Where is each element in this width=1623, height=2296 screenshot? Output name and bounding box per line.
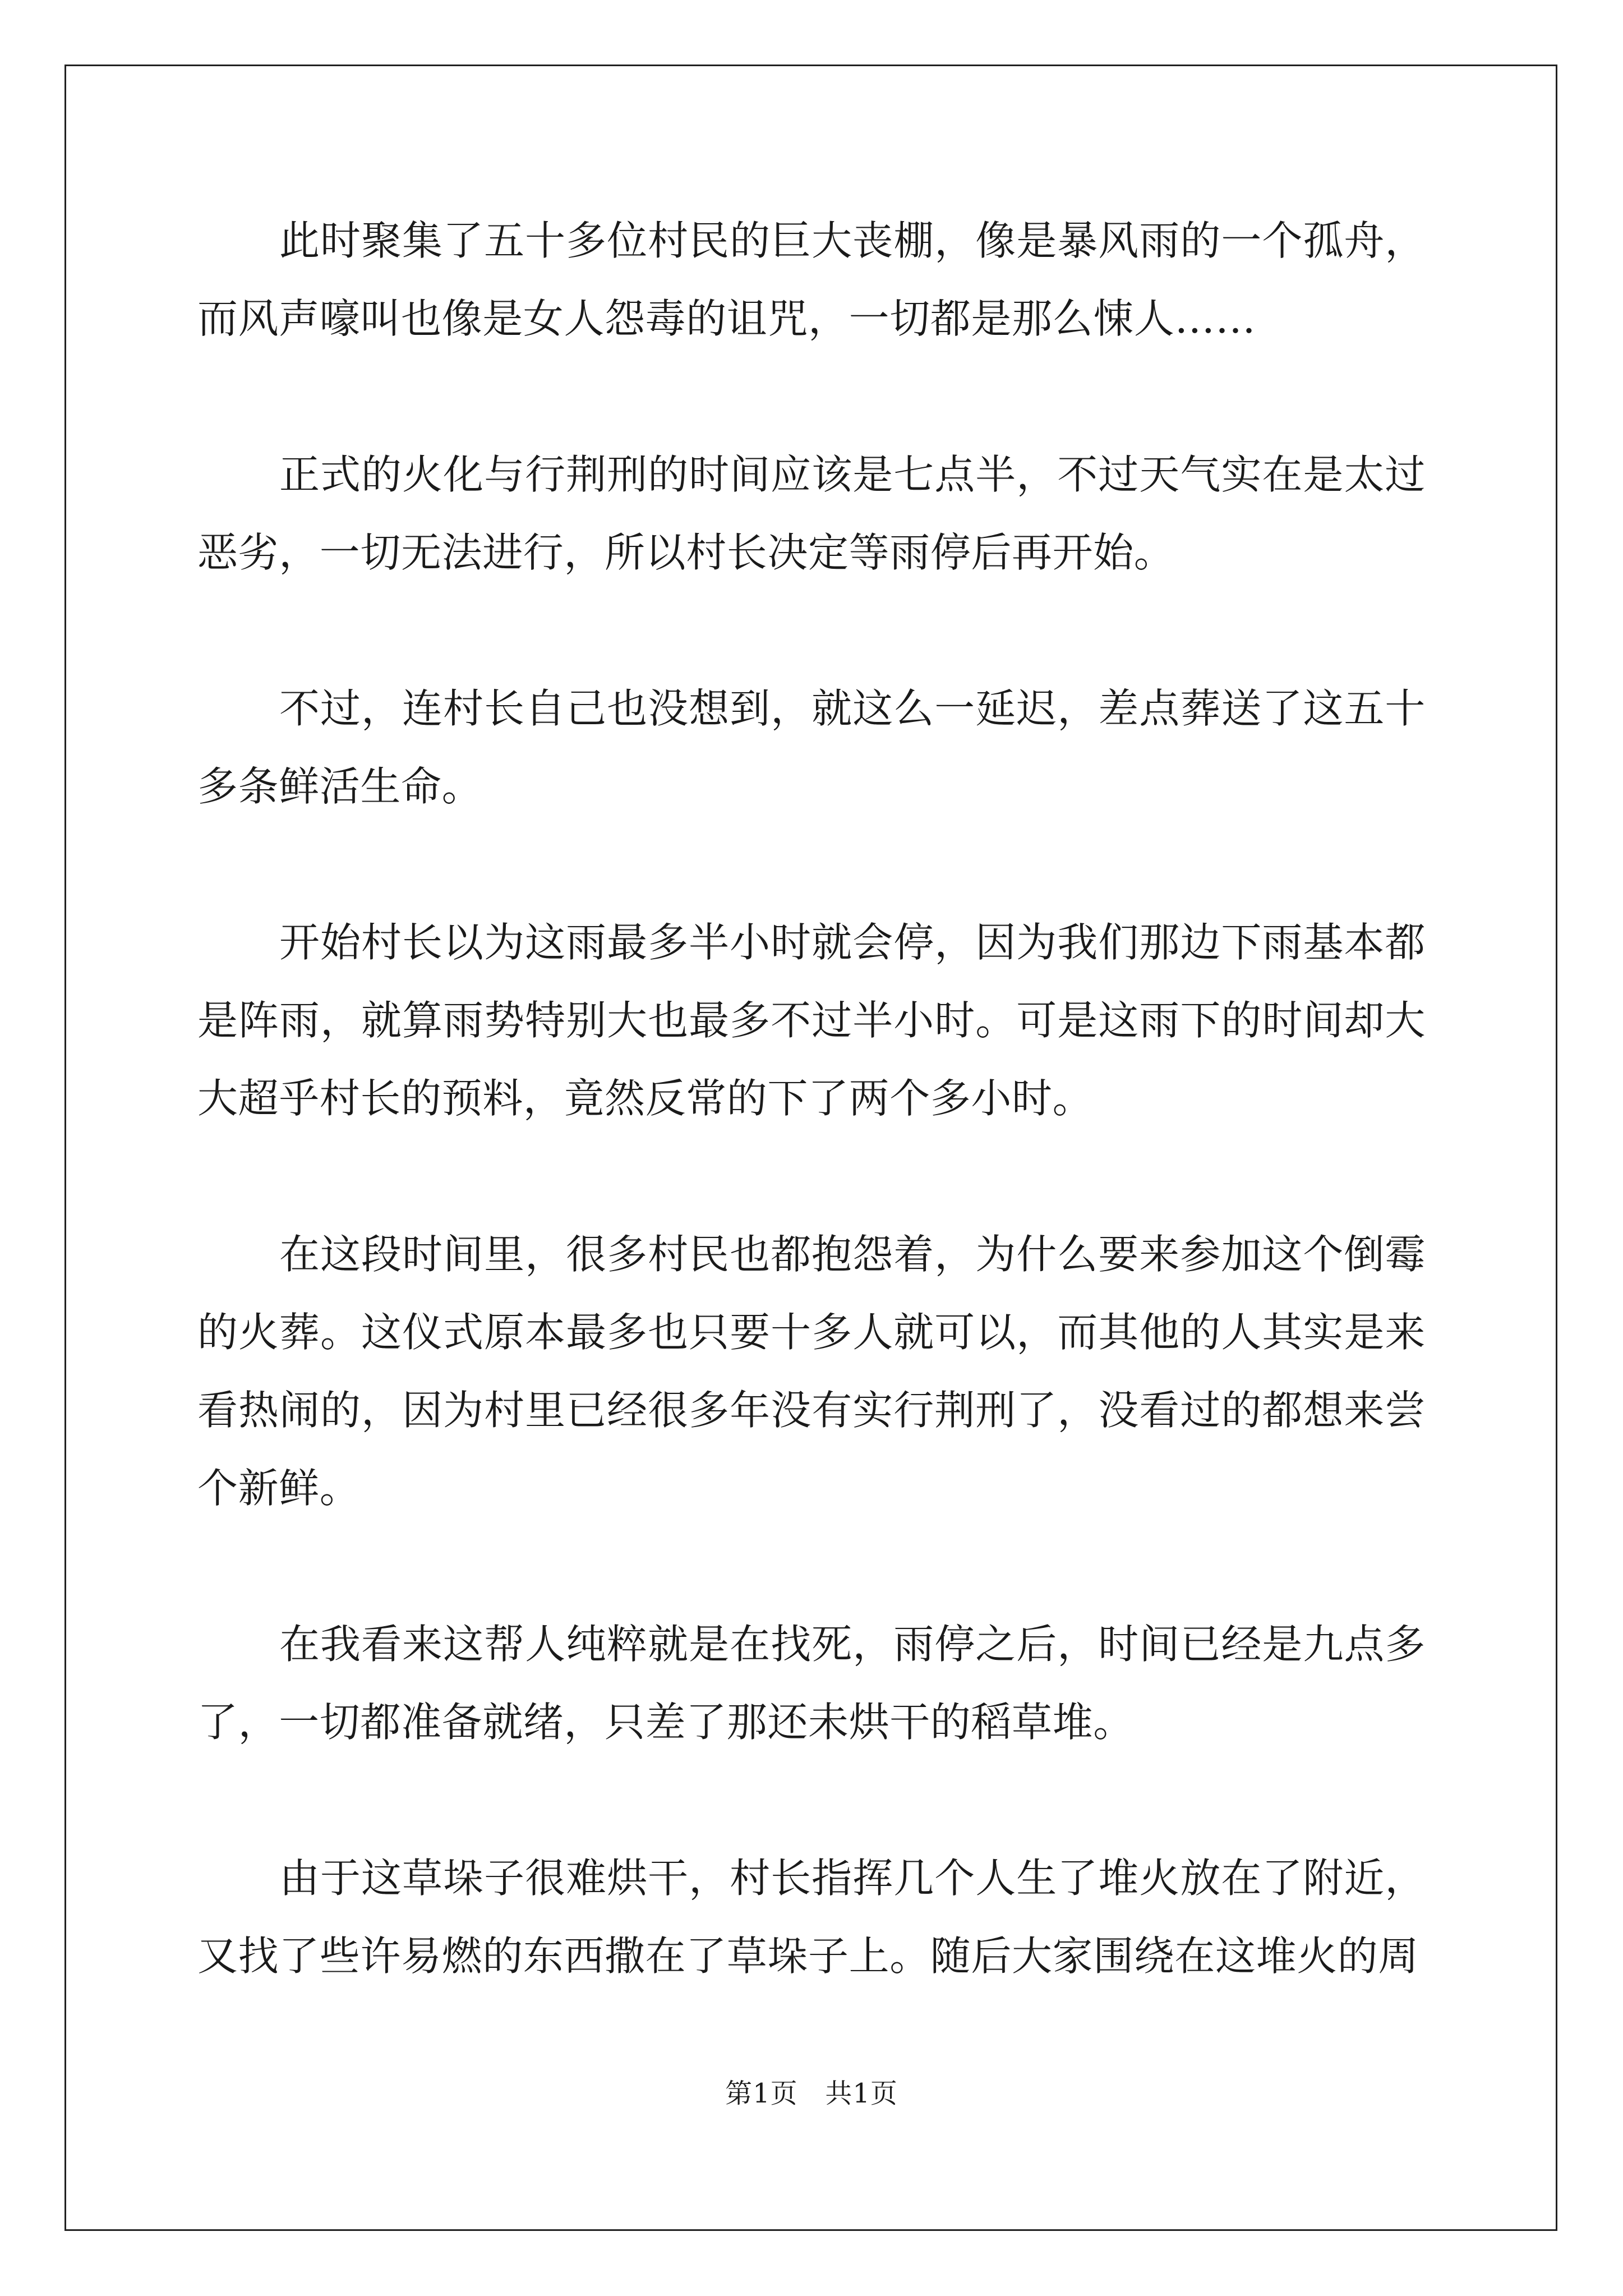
paragraph-7: 由于这草垛子很难烘干，村长指挥几个人生了堆火放在了附近，又找了些许易燃的东西撒在了草垛子上。随后大家围绕在这堆火的周: [197, 1855, 1426, 1980]
page-number-footer: 第1页 共1页: [725, 2078, 898, 2109]
paragraph-1: 此时聚集了五十多位村民的巨大丧棚，像是暴风雨的一个孤舟，而风声嚎叫也像是女人怨毒的诅咒，一切都是那么悚人……: [197, 217, 1426, 342]
paragraph-6: 在我看来这帮人纯粹就是在找死，雨停之后，时间已经是九点多了，一切都准备就绪，只差了那还未烘干的稻草堆。: [197, 1621, 1426, 1746]
paragraph-3: 不过，连村长自己也没想到，就这么一延迟，差点葬送了这五十多条鲜活生命。: [197, 685, 1426, 810]
paragraph-4: 开始村长以为这雨最多半小时就会停，因为我们那边下雨基本都是阵雨，就算雨势特别大也最多不过半小时。可是这雨下的时间却大大超乎村长的预料，竟然反常的下了两个多小时。: [197, 919, 1426, 1122]
document-body: [197, 202, 1426, 2073]
paragraph-2: 正式的火化与行荆刑的时间应该是七点半，不过天气实在是太过恶劣，一切无法进行，所以村长决定等雨停后再开始。: [197, 451, 1426, 576]
paragraph-5: 在这段时间里，很多村民也都抱怨着，为什么要来参加这个倒霉的火葬。这仪式原本最多也只要十多人就可以，而其他的人其实是来看热闹的，因为村里已经很多年没有实行荆刑了，没看过的都想来尝个新鲜。: [197, 1231, 1426, 1512]
